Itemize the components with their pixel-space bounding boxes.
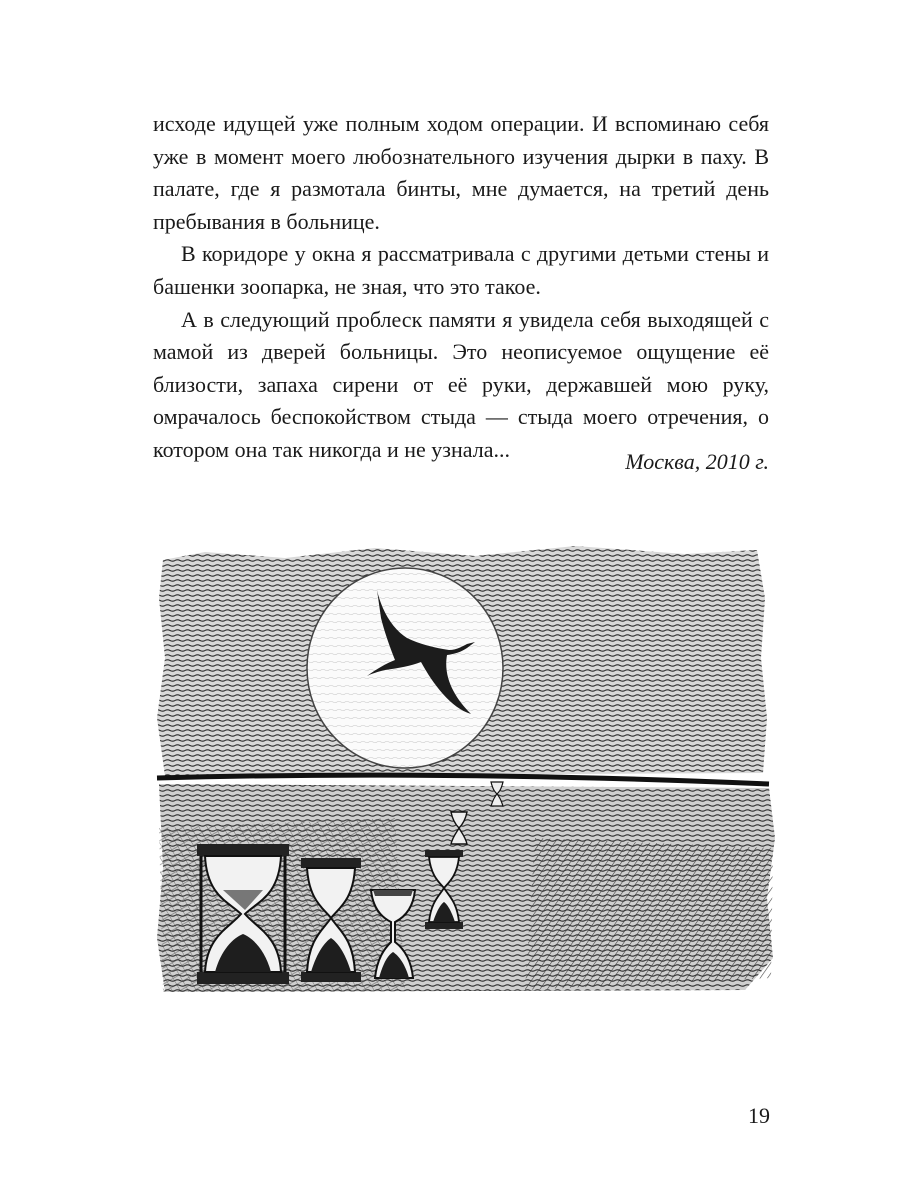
dateline: Москва, 2010 г. [625,449,769,474]
paragraph-2: В коридоре у окна я рассматривала с другими детьми стены и башенки зоопарка, не зная, что это такое. [153,241,769,299]
paragraph-1: исходе идущей уже полным ходом операции. И вспоминаю себя уже в момент моего любознательного изучения дырки в паху. В палате, где я размотала бинты, мне думается, на третий день пребывания в больнице. [153,111,769,234]
body-text [153,108,769,467]
page-number: 19 [748,1103,770,1128]
illustration-crane-hourglasses [145,538,785,1008]
paragraph-3: А в следующий проблеск памяти я увидела себя выходящей с мамой из дверей больницы. Это неописуемое ощущение её близости, запаха сирени от её руки, державшей мою руку, омрачалось беспокойством стыда — стыда моего отречения, о котором она так никогда и не узнала... [153,306,769,462]
